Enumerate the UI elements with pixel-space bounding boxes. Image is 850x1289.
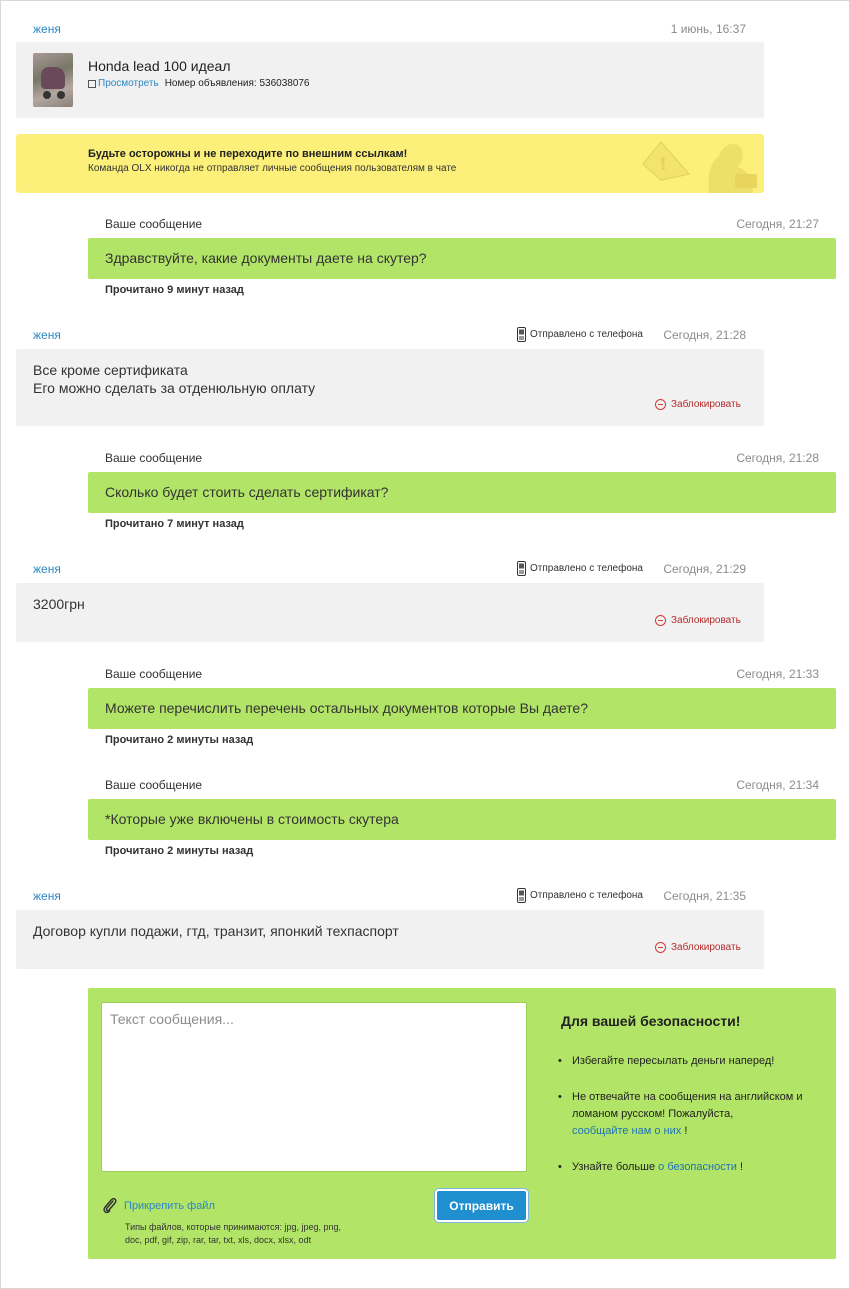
sent-from-phone (517, 561, 643, 576)
safety-tip-end: ! (681, 1125, 688, 1137)
sent-from-phone-label: Отправлено с телефона (530, 563, 643, 574)
their-message-bubble (16, 910, 764, 969)
message-timestamp: Сегодня, 21:27 (736, 217, 819, 231)
compose-panel (88, 988, 836, 1259)
message-text: Здравствуйте, какие документы даете на скутер? (105, 250, 427, 266)
message-text: Сколько будет стоить сделать сертификат? (105, 484, 389, 500)
read-receipt: Прочитано 7 минут назад (105, 518, 244, 530)
message-timestamp: Сегодня, 21:33 (736, 667, 819, 681)
send-button[interactable]: Отправить (435, 1189, 528, 1222)
sent-from-phone (517, 888, 643, 903)
view-ad-label: Просмотреть (98, 78, 159, 89)
safety-tip (558, 1089, 818, 1140)
svg-text:!: ! (659, 154, 668, 175)
your-message-label: Ваше сообщение (105, 667, 203, 681)
attach-file-button[interactable] (102, 1197, 215, 1215)
warning-illustration-icon (631, 134, 764, 193)
sender-name[interactable]: женя (33, 889, 61, 903)
safety-tips-list (558, 1053, 818, 1195)
message-timestamp: Сегодня, 21:34 (736, 778, 819, 792)
message-timestamp: Сегодня, 21:29 (663, 562, 746, 576)
phone-icon (517, 888, 526, 903)
block-icon (655, 942, 666, 953)
paperclip-icon (102, 1197, 118, 1215)
safety-title: Для вашей безопасности! (561, 1013, 741, 1029)
safety-tip-end: ! (736, 1161, 744, 1173)
safety-info-link[interactable]: о безопасности (658, 1161, 737, 1173)
message-timestamp: Сегодня, 21:28 (736, 451, 819, 465)
block-label: Заблокировать (671, 399, 741, 410)
safety-tip-line-1: Не отвечайте на сообщения на английском и (572, 1091, 803, 1103)
my-message-bubble (88, 472, 836, 513)
report-link[interactable]: сообщайте нам о них (572, 1125, 682, 1137)
sender-name[interactable]: женя (33, 562, 61, 576)
external-link-icon (88, 80, 96, 88)
file-types-line-2: doc, pdf, gif, zip, rar, tar, txt, xls, docx, xlsx, odt (125, 1235, 312, 1245)
safety-tip (558, 1053, 818, 1070)
message-text: Договор купли подажи, гтд, транзит, японкий техпаспорт (33, 923, 399, 939)
ad-timestamp: 1 июнь, 16:37 (670, 22, 746, 36)
block-icon (655, 399, 666, 410)
accepted-file-types (125, 1221, 341, 1247)
ad-thumbnail[interactable] (33, 53, 73, 107)
sent-from-phone (517, 327, 643, 342)
message-text: 3200грн (33, 596, 85, 612)
their-message-bubble (16, 349, 764, 426)
safety-tip-text: Избегайте пересылать деньги наперед! (572, 1055, 775, 1067)
ad-number: Номер объявления: 536038076 (164, 78, 310, 89)
ad-title[interactable]: Honda lead 100 идеал (88, 58, 231, 74)
sent-from-phone-label: Отправлено с телефона (530, 890, 643, 901)
my-message-bubble (88, 799, 836, 840)
block-user-button[interactable] (655, 399, 741, 410)
file-types-line-1: Типы файлов, которые принимаются: jpg, jpeg, png, (125, 1222, 341, 1232)
block-label: Заблокировать (671, 942, 741, 953)
their-message-bubble (16, 583, 764, 642)
message-timestamp: Сегодня, 21:28 (663, 328, 746, 342)
attach-file-label: Прикрепить файл (124, 1200, 215, 1212)
message-input[interactable] (101, 1002, 527, 1172)
message-text-line-2: Его можно сделать за отденюльную оплату (33, 380, 316, 396)
message-timestamp: Сегодня, 21:35 (663, 889, 746, 903)
ad-author-name[interactable]: женя (33, 22, 61, 36)
safety-tip-text: Узнайте больше (572, 1161, 659, 1173)
my-message-bubble (88, 688, 836, 729)
safety-warning-banner (16, 134, 764, 193)
read-receipt: Прочитано 2 минуты назад (105, 845, 254, 857)
message-text: *Которые уже включены в стоимость скутера (105, 811, 399, 827)
phone-icon (517, 327, 526, 342)
your-message-label: Ваше сообщение (105, 778, 203, 792)
view-ad-link[interactable] (88, 78, 159, 89)
your-message-label: Ваше сообщение (105, 217, 203, 231)
warning-subtitle: Команда OLX никогда не отправляет личные сообщения пользователям в чате (88, 163, 457, 174)
message-text: Можете перечислить перечень остальных документов которые Вы даете? (105, 700, 588, 716)
sender-name[interactable]: женя (33, 328, 61, 342)
phone-icon (517, 561, 526, 576)
block-user-button[interactable] (655, 942, 741, 953)
ad-meta (88, 78, 310, 89)
safety-tip-line-2: ломаном русском! Пожалуйста, (572, 1108, 734, 1120)
block-label: Заблокировать (671, 615, 741, 626)
ad-card (16, 42, 764, 118)
warning-title: Будьте осторожны и не переходите по внешним ссылкам! (88, 148, 408, 160)
my-message-bubble (88, 238, 836, 279)
sent-from-phone-label: Отправлено с телефона (530, 329, 643, 340)
message-text-line-1: Все кроме сертификата (33, 362, 188, 378)
read-receipt: Прочитано 2 минуты назад (105, 734, 254, 746)
safety-tip (558, 1159, 818, 1176)
block-user-button[interactable] (655, 615, 741, 626)
read-receipt: Прочитано 9 минут назад (105, 284, 244, 296)
your-message-label: Ваше сообщение (105, 451, 203, 465)
block-icon (655, 615, 666, 626)
